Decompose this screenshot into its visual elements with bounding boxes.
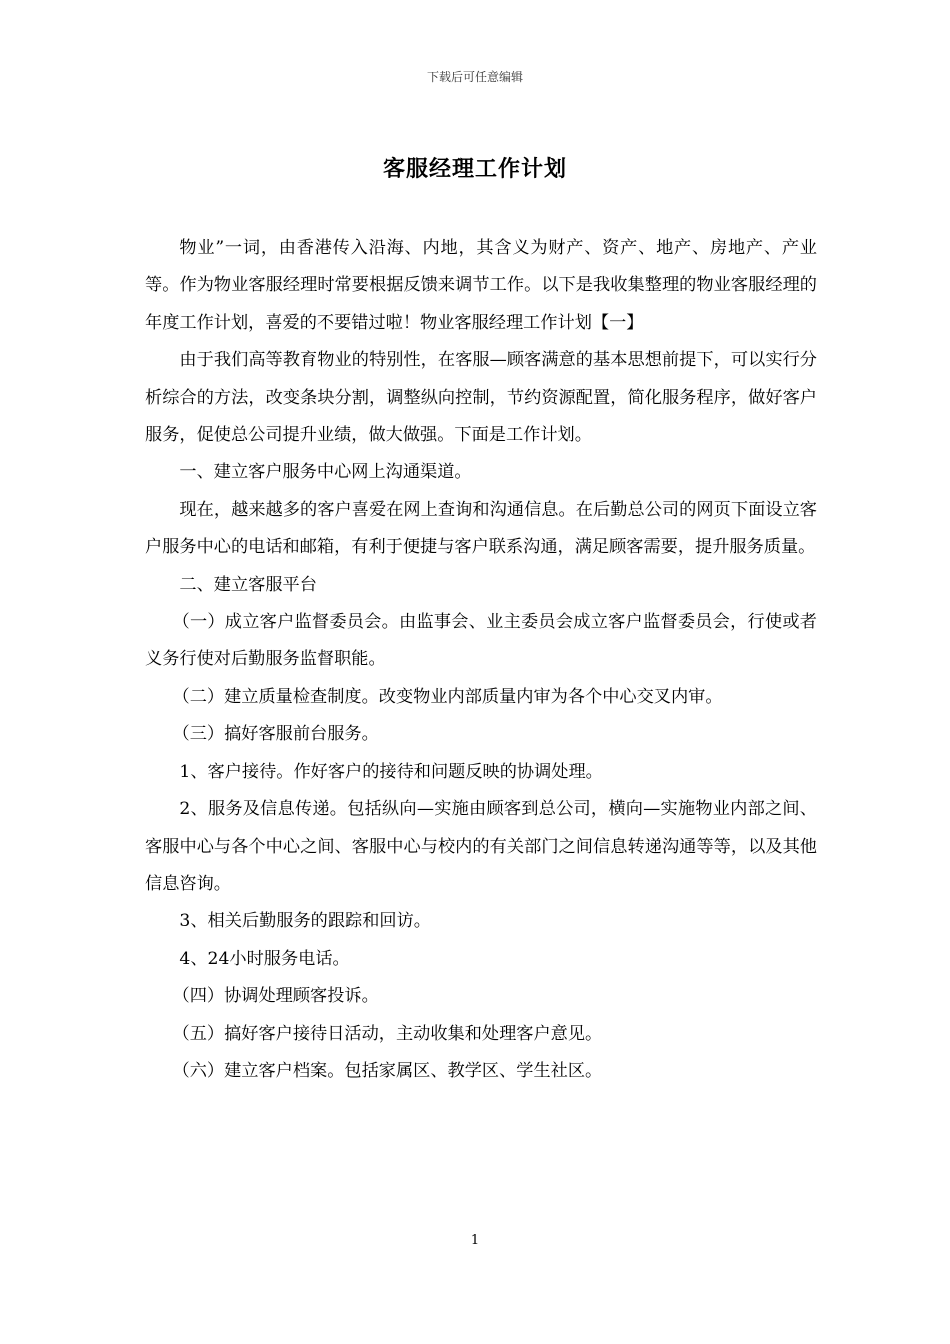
- list-item-complaints: （四）协调处理顾客投诉。: [172, 986, 379, 1007]
- list-item-customer-archive: （六）建立客户档案。包括家属区、教学区、学生社区。: [172, 1060, 603, 1081]
- list-item-supervision-committee: （一）成立客户监督委员会。由监事会、业主委员会成立客户监督委员会，行使或者义务行使对后勤服务监督职能。: [145, 612, 817, 670]
- paragraph-intro: 物业”一词，由香港传入沿海、内地，其含义为财产、资产、地产、房地产、产业等。作为物业客服经理时常要根据反馈来调节工作。以下是我收集整理的物业客服经理的年度工作计划，喜爱的不要错过啦！物业客服经理工作计划【一】: [145, 238, 817, 333]
- section-heading-2: 二、建立客服平台: [179, 574, 317, 595]
- list-item-reception: 1、客户接待。作好客户的接待和问题反映的协调处理。: [179, 761, 603, 782]
- list-item-hotline: 4、24小时服务电话。: [179, 948, 350, 969]
- header-note: 下载后可任意编辑: [426, 70, 523, 84]
- list-item-quality-check: （二）建立质量检查制度。改变物业内部质量内审为各个中心交叉内审。: [172, 686, 723, 707]
- list-item-reception-day: （五）搞好客户接待日活动，主动收集和处理客户意见。: [172, 1023, 603, 1044]
- list-item-front-desk: （三）搞好客服前台服务。: [172, 724, 379, 745]
- paragraph-background: 由于我们高等教育物业的特别性，在客服—顾客满意的基本思想前提下，可以实行分析综合的方法，改变条块分割，调整纵向控制，节约资源配置，简化服务程序，做好客户服务，促使总公司提升业绩，做大做强。下面是工作计划。: [145, 350, 817, 446]
- document-title: 客服经理工作计划: [382, 156, 567, 182]
- list-item-follow-up: 3、相关后勤服务的跟踪和回访。: [179, 911, 431, 932]
- list-item-information-transfer: 2、服务及信息传递。包括纵向—实施由顾客到总公司，横向—实施物业内部之间、客服中心与各个中心之间、客服中心与校内的有关部门之间信息转递沟通等等，以及其他信息咨询。: [145, 799, 817, 894]
- section-heading-1: 一、建立客户服务中心网上沟通渠道。: [179, 462, 472, 483]
- paragraph-online-channel: 现在，越来越多的客户喜爱在网上查询和沟通信息。在后勤总公司的网页下面设立客户服务中心的电话和邮箱，有利于便捷与客户联系沟通，满足顾客需要，提升服务质量。: [145, 499, 817, 558]
- page-number: 1: [470, 1233, 480, 1248]
- document-body: [145, 230, 817, 1090]
